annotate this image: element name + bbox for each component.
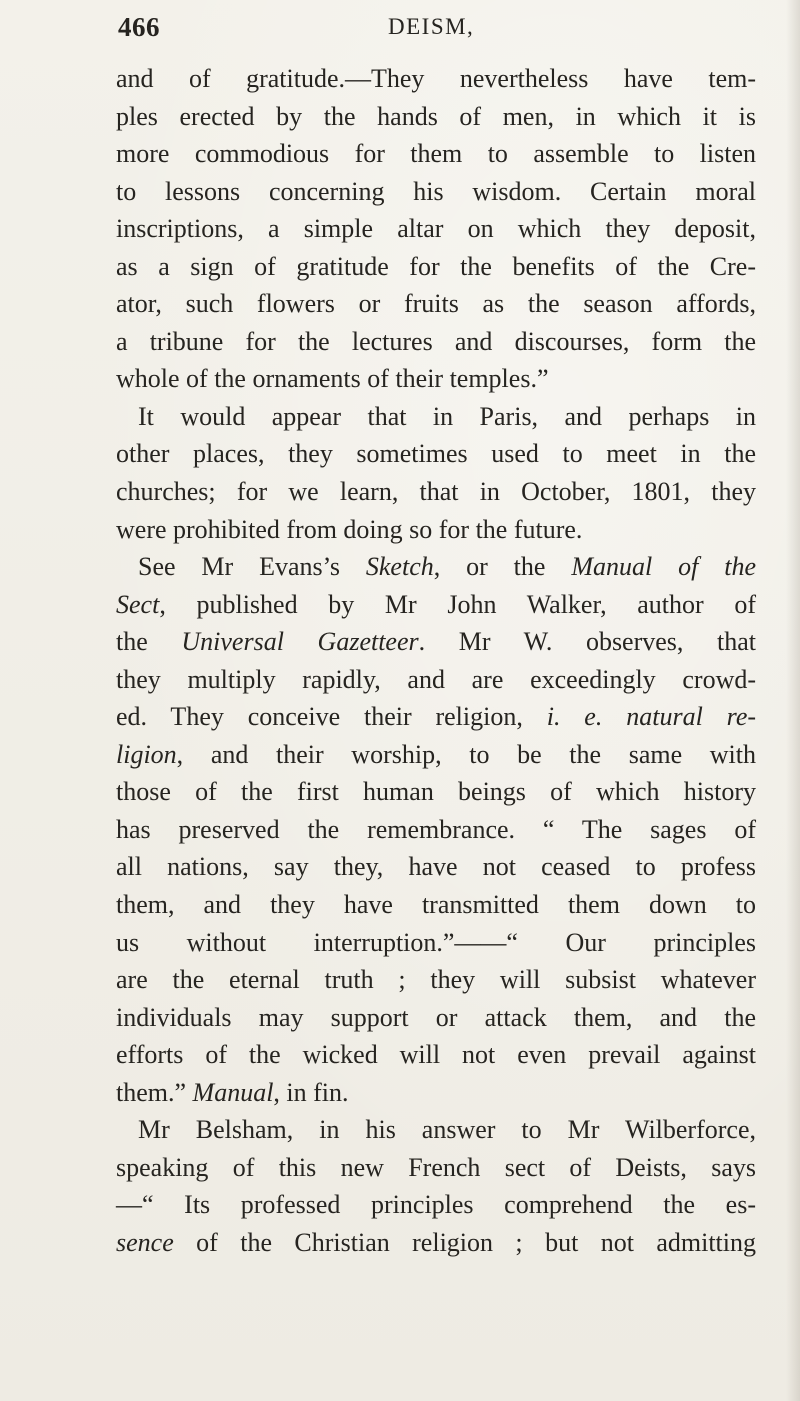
text-line: other places, they sometimes used to meet in the [116,439,756,469]
text-line: them.” Manual, in fin. [116,1077,349,1107]
text-line: were prohibited from doing so for the future. [116,514,583,544]
text-line: ed. They conceive their religion, i. e. natural re- [116,702,757,732]
text-line: inscriptions, a simple altar on which they deposit, [116,214,756,244]
text-line: are the eternal truth ; they will subsist whatever [116,965,756,995]
text-line: to lessons concerning his wisdom. Certain moral [116,176,756,206]
text-line: all nations, say they, have not ceased to profess [116,852,756,882]
text-line: sence of the Christian religion ; but not admitting [116,1227,756,1257]
text-line: us without interruption.”——“ Our principles [116,927,756,957]
text-line: ator, such flowers or fruits as the season affords, [116,289,756,319]
text-line: —“ Its professed principles comprehend the es- [116,1190,756,1220]
text-line: more commodious for them to assemble to listen [116,139,756,169]
text-line: Mr Belsham, in his answer to Mr Wilberforce, [138,1115,756,1145]
text-line: individuals may support or attack them, and the [116,1002,756,1032]
text-line: as a sign of gratitude for the benefits of the Cre- [116,251,756,281]
text-line: a tribune for the lectures and discourses, form the [116,326,756,356]
text-line: speaking of this new French sect of Deists, says [116,1152,756,1182]
text-line: whole of the ornaments of their temples.” [116,364,549,394]
text-line: they multiply rapidly, and are exceedingly crowd- [116,664,756,694]
page-edge-shadow [786,0,800,1401]
running-head-title: DEISM, [388,14,475,39]
text-line: efforts of the wicked will not even prevail against [116,1040,756,1070]
text-line: Sect, published by Mr John Walker, author of [116,589,756,619]
text-line: ligion, and their worship, to be the same with [116,739,756,769]
text-line: the Universal Gazetteer. Mr W. observes, that [116,627,757,657]
running-head [118,12,738,52]
body-text [116,60,756,1262]
text-line: See Mr Evans’s Sketch, or the Manual of the [138,552,757,582]
text-line: them, and they have transmitted them down to [116,890,756,920]
text-line: has preserved the remembrance. “ The sages of [116,814,756,844]
text-line: It would appear that in Paris, and perhaps in [138,401,756,431]
text-line: and of gratitude.—They nevertheless have tem- [116,64,756,93]
text-line: ples erected by the hands of men, in which it is [116,101,756,131]
page-number: 466 [118,12,160,42]
text-line: churches; for we learn, that in October, 1801, they [116,477,756,507]
text-line: those of the first human beings of which history [116,777,756,807]
